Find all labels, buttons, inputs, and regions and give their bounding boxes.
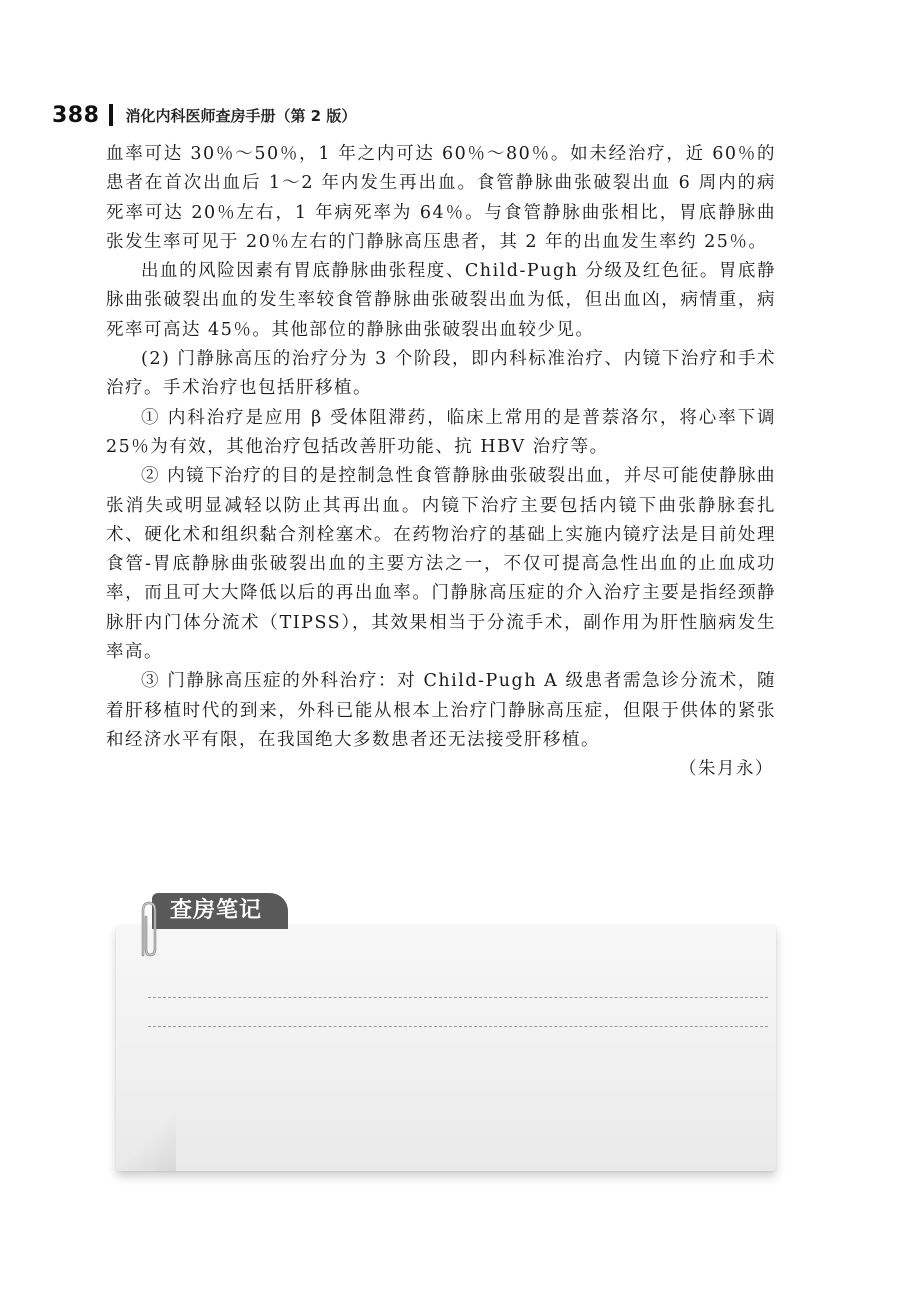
author-signature: （朱月永） <box>679 759 774 780</box>
paragraph-2: 出血的风险因素有胃底静脉曲张程度、Child-Pugh 分级及红色征。胃底静脉曲张破裂出血的发生率较食管静脉曲张破裂出血为低，但出血凶，病情重，病死率可高达 45％。其他部位的静脉曲张破裂出血较少见。 <box>106 261 776 340</box>
note-line <box>148 997 768 998</box>
ward-round-notes <box>110 893 778 1185</box>
body-text <box>106 140 776 785</box>
paragraph-5: ② 内镜下治疗的目的是控制急性食管静脉曲张破裂出血，并尽可能使静脉曲张消失或明显减轻以防止其再出血。内镜下治疗主要包括内镜下曲张静脉套扎术、硬化术和组织黏合剂栓塞术。在药物治疗的基础上实施内镜疗法是目前处理食管-胃底静脉曲张破裂出血的主要方法之一，不仅可提高急性出血的止血成功率，而且可大大降低以后的再出血率。门静脉高压症的介入治疗主要是指经颈静脉肝内门体分流术（TIPSS），其效果相当于分流手术，副作用为肝性脑病发生率高。 <box>106 466 776 663</box>
note-line <box>148 1026 768 1027</box>
notes-title: 查房笔记 <box>152 893 288 929</box>
paragraph-4: ① 内科治疗是应用 β 受体阻滞药，临床上常用的是普萘洛尔，将心率下调 25％为有效，其他治疗包括改善肝功能、抗 HBV 治疗等。 <box>106 407 776 457</box>
paragraph-6: ③ 门静脉高压症的外科治疗：对 Child-Pugh A 级患者需急诊分流术，随着肝移植时代的到来，外科已能从根本上治疗门静脉高压症，但限于供体的紧张和经济水平有限，在我国绝大多数患者还无法接受肝移植。 <box>106 671 776 750</box>
header-divider <box>109 104 113 126</box>
paperclip-icon <box>134 899 162 961</box>
page-number: 388 <box>52 102 100 128</box>
paragraph-3: (2) 门静脉高压的治疗分为 3 个阶段，即内科标准治疗、内镜下治疗和手术治疗。手术治疗也包括肝移植。 <box>106 349 776 399</box>
page-header <box>52 100 356 130</box>
book-title: 消化内科医师查房手册（第 2 版） <box>125 106 357 125</box>
notes-card <box>116 925 776 1171</box>
paragraph-1: 血率可达 30％～50％，1 年之内可达 60％～80％。如未经治疗，近 60％的患者在首次出血后 1～2 年内发生再出血。食管静脉曲张破裂出血 6 周内的病死率可达 20％左右，1 年病死率为 64％。与食管静脉曲张相比，胃底静脉曲张发生率可见于 20％左右的门静脉高压患者，其 2 年的出血发生率约 25％。 <box>106 144 776 252</box>
